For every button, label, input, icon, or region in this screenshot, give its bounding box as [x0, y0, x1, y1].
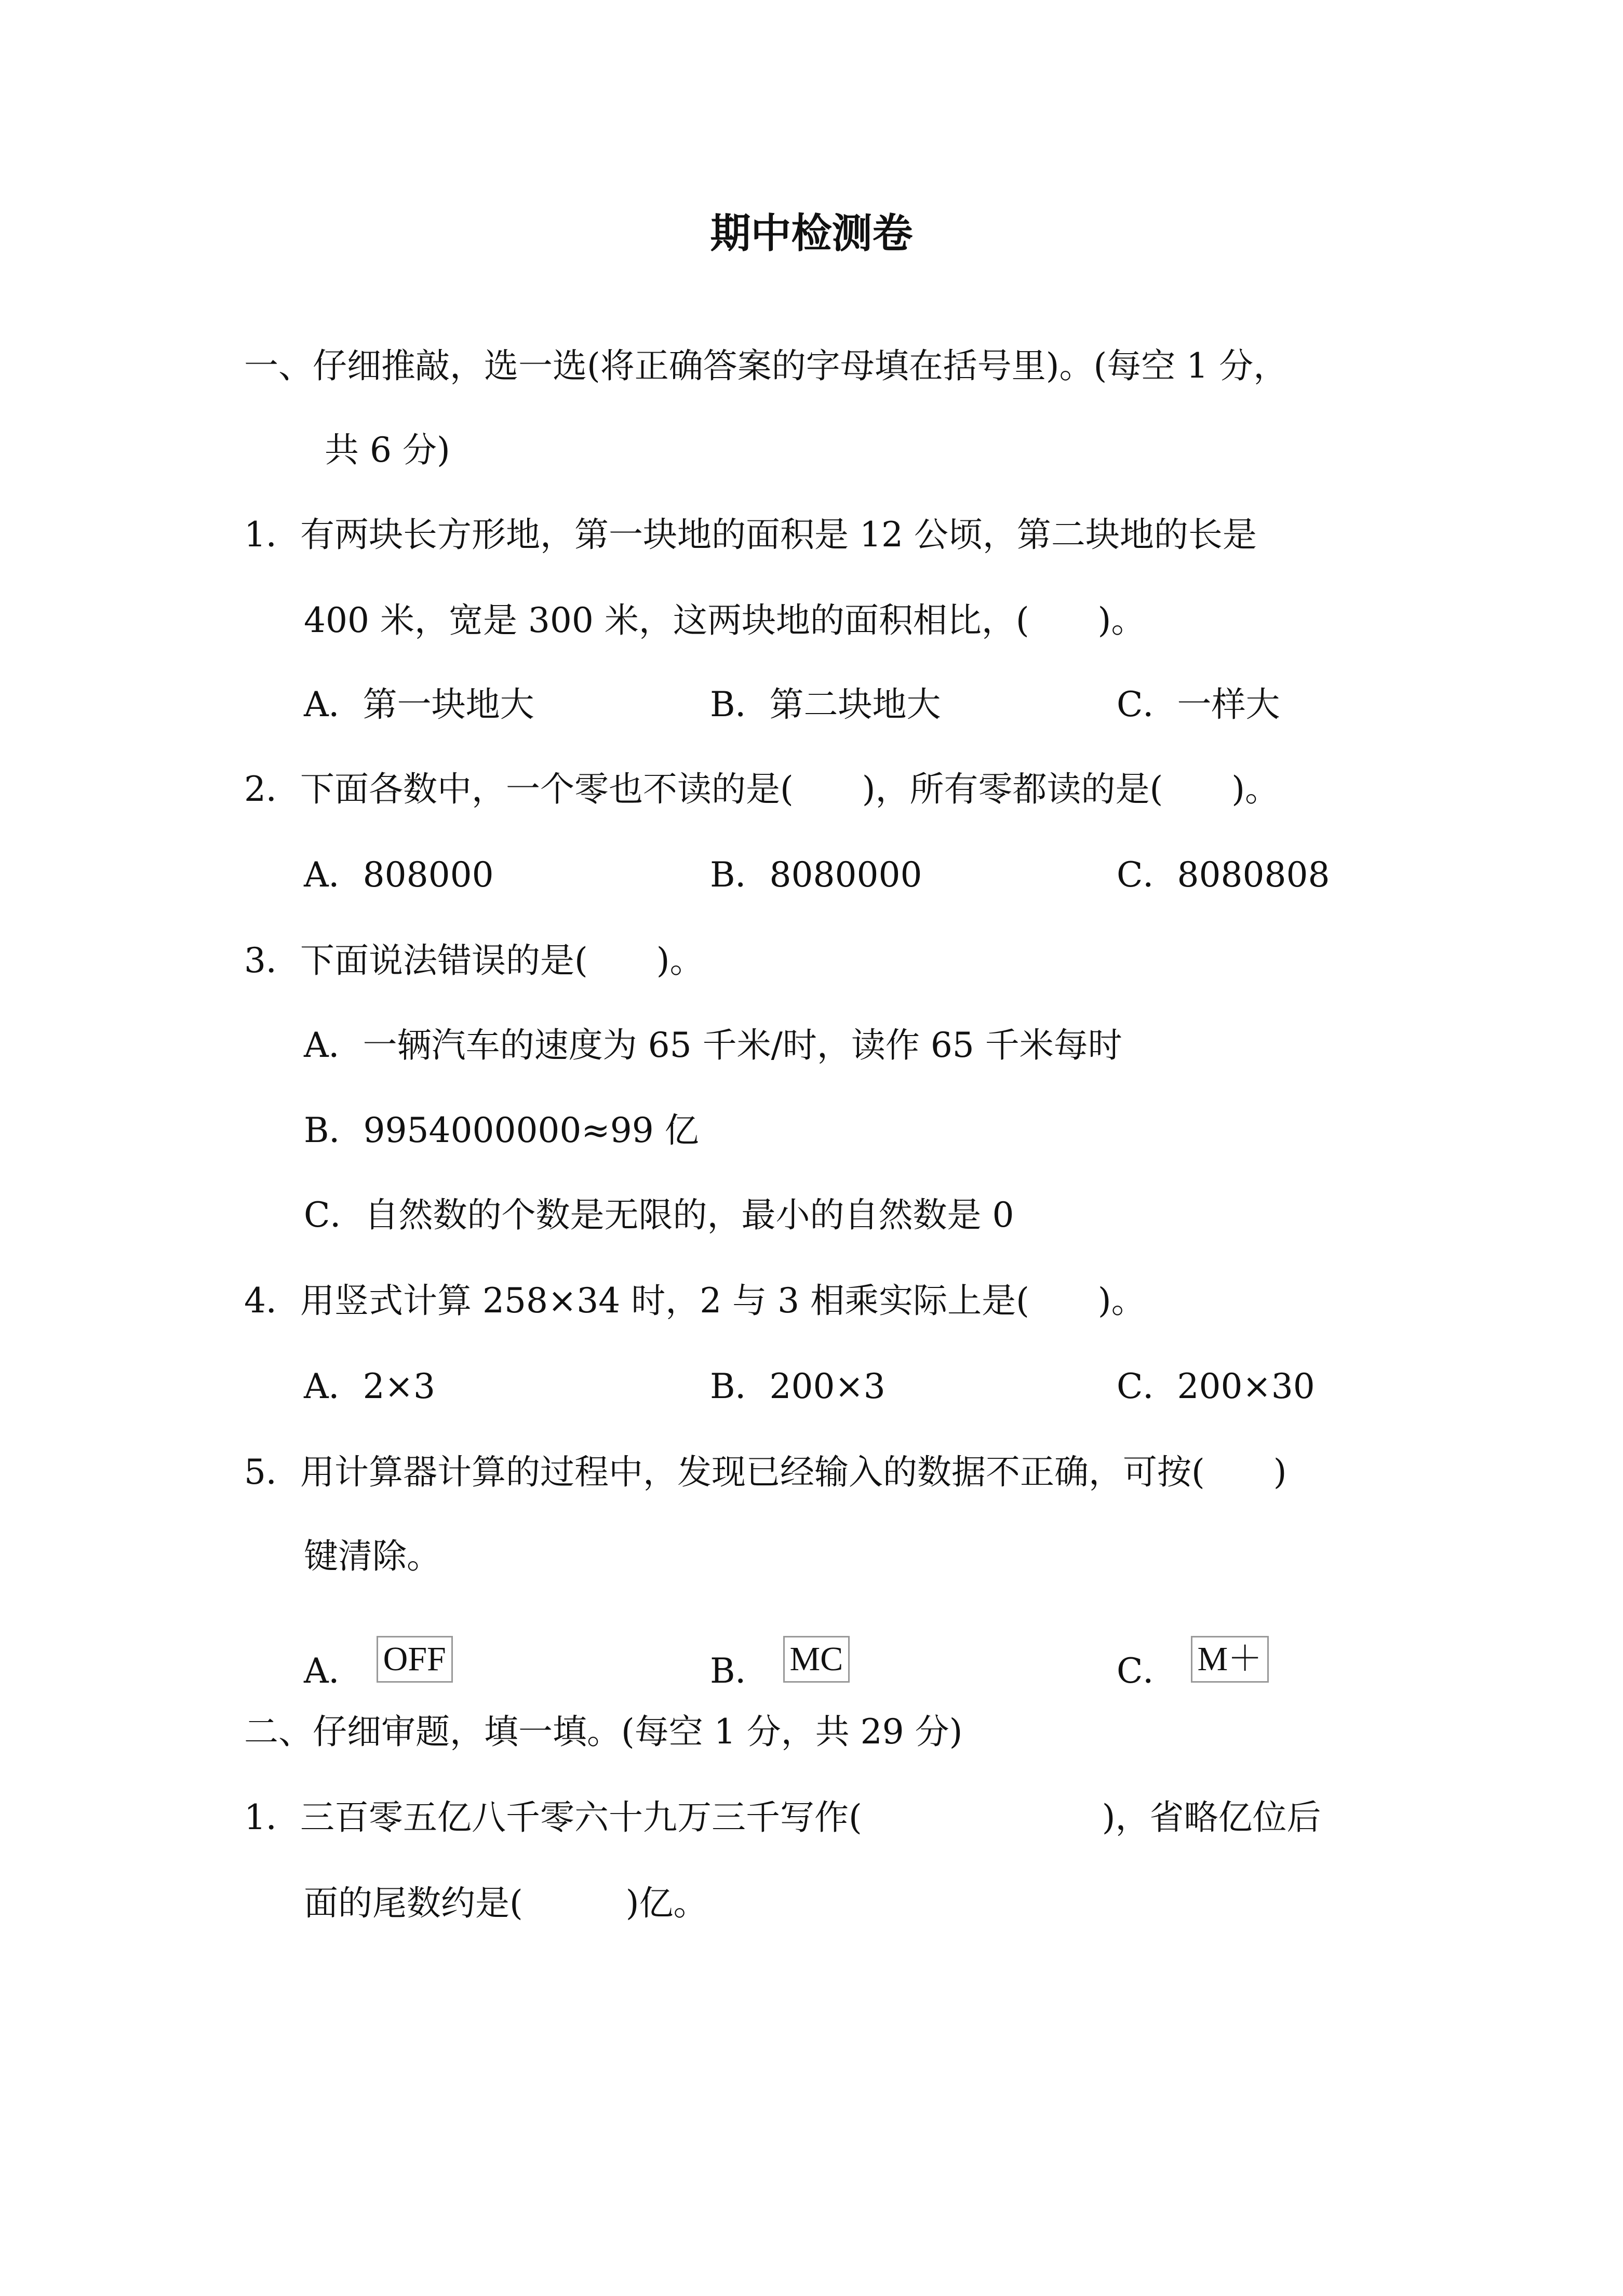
q1-option-c: C．一样大: [1117, 684, 1280, 724]
mc-key-icon: MC: [783, 1636, 850, 1683]
q5-option-c: [1117, 1636, 1269, 1695]
m-plus-key-icon: M＋: [1191, 1636, 1269, 1683]
q5-option-a: [304, 1636, 453, 1695]
q1-text-cont: 400 米，宽是 300 米，这两块地的面积相比，( )。: [304, 600, 1146, 640]
q4-text: 4．用竖式计算 258×34 时，2 与 3 相乘实际上是( )。: [244, 1281, 1146, 1321]
q1-option-a: A．第一块地大: [304, 684, 534, 724]
section1-heading: 一、仔细推敲，选一选(将正确答案的字母填在括号里)。(每空 1 分，: [244, 346, 1288, 386]
q5-option-b: [710, 1636, 850, 1695]
off-key-icon: OFF: [377, 1636, 453, 1683]
q1-option-b: B．第二块地大: [710, 684, 941, 724]
q4-option-b: B．200×3: [710, 1366, 886, 1406]
section1-heading-cont: 共 6 分): [325, 430, 450, 470]
q5-text: 5．用计算器计算的过程中，发现已经输入的数据不正确，可按( ): [244, 1452, 1287, 1492]
q3-text: 3．下面说法错误的是( )。: [244, 941, 704, 981]
q3-option-c: C．自然数的个数是无限的，最小的自然数是 0: [304, 1195, 1014, 1235]
q2-option-c: C．8080808: [1117, 855, 1330, 895]
q4-option-c: C．200×30: [1117, 1366, 1315, 1406]
s2-q1-text-cont: 面的尾数约是( )亿。: [304, 1883, 708, 1923]
q5-option-b-letter: B．: [710, 1651, 770, 1691]
q5-option-c-letter: C．: [1117, 1651, 1177, 1691]
q2-option-b: B．8080000: [710, 855, 922, 895]
q5-text-cont: 键清除。: [304, 1536, 441, 1576]
q3-option-b: B．9954000000≈99 亿: [304, 1110, 699, 1150]
q1-text: 1．有两块长方形地，第一块地的面积是 12 公顷，第二块地的长是: [244, 515, 1257, 555]
q3-option-a: A．一辆汽车的速度为 65 千米/时，读作 65 千米每时: [304, 1025, 1122, 1065]
q2-text: 2．下面各数中，一个零也不读的是( )，所有零都读的是( )。: [244, 769, 1279, 809]
s2-q1-text: 1．三百零五亿八千零六十九万三千写作( )，省略亿位后: [244, 1797, 1321, 1837]
q5-option-a-letter: A．: [304, 1651, 363, 1691]
q4-option-a: A．2×3: [304, 1366, 435, 1406]
page-title: 期中检测卷: [710, 210, 913, 257]
q2-option-a: A．808000: [304, 855, 494, 895]
section2-heading: 二、仔细审题，填一填。(每空 1 分，共 29 分): [244, 1712, 963, 1752]
